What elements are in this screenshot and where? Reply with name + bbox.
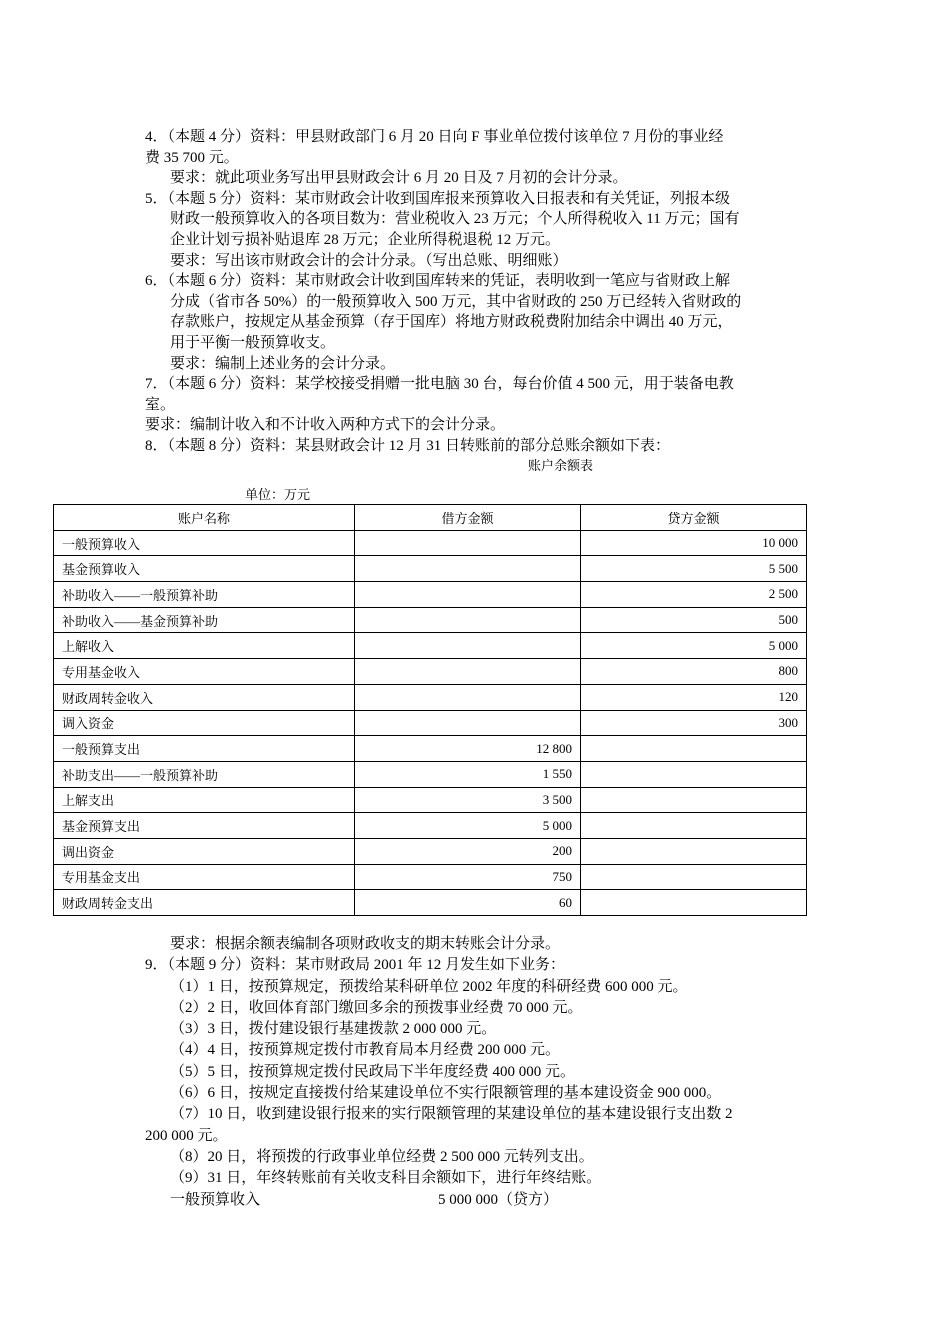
cell-debit (355, 530, 581, 556)
table-row (54, 556, 807, 582)
cell-account: 一般预算支出 (54, 736, 355, 762)
cell-account: 上解支出 (54, 787, 355, 813)
cell-credit (581, 761, 807, 787)
balance-entry (145, 1190, 807, 1211)
text-line: 财政一般预算收入的各项目数为：营业税收入 23 万元；个人所得税收入 11 万元；国有 (170, 211, 740, 228)
text-line: 费 35 700 元。 (145, 149, 239, 166)
cell-debit (355, 582, 581, 608)
cell-account: 补助支出——一般预算补助 (54, 761, 355, 787)
cell-account: 调入资金 (54, 710, 355, 736)
cell-credit (581, 838, 807, 864)
header-account: 账户名称 (54, 505, 355, 531)
text-line: 要求：编制计收入和不计收入两种方式下的会计分录。 (145, 417, 506, 434)
table-row (54, 864, 807, 890)
cell-account: 财政周转金收入 (54, 684, 355, 710)
cell-credit: 300 (581, 710, 807, 736)
header-debit: 借方金额 (355, 505, 581, 531)
cell-credit (581, 787, 807, 813)
text-line: （7）10 日，收到建设银行报来的实行限额管理的某建设单位的基本建设银行支出数 2 (170, 1106, 733, 1123)
text-line: 6．（本题 6 分）资料：某市财政会计收到国库转来的凭证，表明收到一笔应与省财政上解 (145, 273, 731, 290)
cell-credit: 2 500 (581, 582, 807, 608)
cell-debit: 750 (355, 864, 581, 890)
entry-account: 一般预算收入 (170, 1192, 261, 1208)
cell-credit (581, 864, 807, 890)
table-row (54, 684, 807, 710)
cell-debit: 60 (355, 890, 581, 916)
table-row (54, 761, 807, 787)
cell-credit: 120 (581, 684, 807, 710)
table-row (54, 736, 807, 762)
cell-credit: 800 (581, 659, 807, 685)
text-line: 要求：根据余额表编制各项财政收支的期末转账会计分录。 (170, 936, 561, 952)
text-line: （2）2 日，收回体育部门缴回多余的预拨事业经费 70 000 元。 (170, 999, 583, 1016)
cell-account: 上解收入 (54, 633, 355, 659)
cell-account: 财政周转金支出 (54, 890, 355, 916)
text-line: （5）5 日，按预算规定拨付民政局下半年度经费 400 000 元。 (170, 1063, 576, 1080)
text-line: 9．（本题 9 分）资料：某市财政局 2001 年 12 月发生如下业务： (145, 957, 566, 974)
text-line: 8．（本题 8 分）资料：某县财政会计 12 月 31 日转账前的部分总账余额如下表： (145, 437, 671, 454)
text-line: 要求：写出该市财政会计的会计分录。（写出总账、明细账） (170, 252, 568, 269)
cell-credit: 5 000 (581, 633, 807, 659)
table-row (54, 582, 807, 608)
cell-debit: 5 000 (355, 813, 581, 839)
table-title: 账户余额表 (528, 458, 594, 473)
text-line: 室。 (145, 396, 176, 413)
text-line: （1）1 日，按预算规定，预拨给某科研单位 2002 年度的科研经费 600 000 元。 (170, 978, 688, 995)
table-row (54, 633, 807, 659)
cell-debit: 200 (355, 838, 581, 864)
header-credit: 贷方金额 (581, 505, 807, 531)
questions-8-9 (145, 934, 807, 1190)
text-line: 用于平衡一般预算收支。 (170, 334, 336, 351)
cell-debit: 1 550 (355, 761, 581, 787)
text-line: 存款账户，按规定从基金预算（存于国库）将地方财政税费附加结余中调出 40 万元， (170, 314, 733, 331)
text-line: 7．（本题 6 分）资料：某学校接受捐赠一批电脑 30 台，每台价值 4 500 元，用于装备电教 (145, 376, 734, 393)
text-line: （9）31 日，年终转账前有关收支科目余额如下，进行年终结账。 (170, 1170, 602, 1187)
table-row (54, 530, 807, 556)
cell-account: 专用基金支出 (54, 864, 355, 890)
table-row (54, 838, 807, 864)
text-line: 4．（本题 4 分）资料：甲县财政部门 6 月 20 日向 F 事业单位拨付该单位 7 月份的事业经 (145, 129, 724, 145)
text-line: 要求：编制上述业务的会计分录。 (170, 355, 396, 372)
text-line: 要求：就此项业务写出甲县财政会计 6 月 20 日及 7 月初的会计分录。 (170, 170, 628, 187)
cell-credit: 500 (581, 607, 807, 633)
cell-account: 专用基金收入 (54, 659, 355, 685)
cell-account: 一般预算收入 (54, 530, 355, 556)
table-row (54, 607, 807, 633)
cell-account: 基金预算收入 (54, 556, 355, 582)
text-line: （6）6 日，按规定直接拨付给某建设单位不实行限额管理的基本建设资金 900 000。 (170, 1085, 722, 1102)
text-line: （8）20 日，将预拨的行政事业单位经费 2 500 000 元转列支出。 (170, 1148, 594, 1165)
cell-credit: 5 500 (581, 556, 807, 582)
cell-debit (355, 607, 581, 633)
text-line: 5．（本题 5 分）资料：某市财政会计收到国库报来预算收入日报表和有关凭证，列报本级 (145, 190, 731, 207)
cell-account: 调出资金 (54, 838, 355, 864)
table-header-row (54, 505, 807, 531)
cell-debit (355, 684, 581, 710)
table-row (54, 787, 807, 813)
text-line: （3）3 日，拨付建设银行基建拨款 2 000 000 元。 (170, 1021, 497, 1038)
cell-credit (581, 736, 807, 762)
cell-debit: 3 500 (355, 787, 581, 813)
cell-account: 基金预算支出 (54, 813, 355, 839)
cell-debit (355, 710, 581, 736)
cell-debit (355, 659, 581, 685)
table-row (54, 710, 807, 736)
table-row (54, 813, 807, 839)
cell-debit (355, 633, 581, 659)
table-row (54, 659, 807, 685)
table-row (54, 890, 807, 916)
text-line: 200 000 元。 (145, 1127, 228, 1144)
text-line: 分成（省市各 50%）的一般预算收入 500 万元，其中省财政的 250 万已经转入省财政的 (170, 293, 742, 310)
cell-account: 补助收入——基金预算补助 (54, 607, 355, 633)
table-unit: 单位：万元 (245, 487, 311, 502)
cell-account: 补助收入——一般预算补助 (54, 582, 355, 608)
text-line: （4）4 日，按预算规定拨付市教育局本月经费 200 000 元。 (170, 1042, 561, 1059)
cell-debit: 12 800 (355, 736, 581, 762)
account-balance-table (53, 504, 807, 916)
cell-credit (581, 813, 807, 839)
cell-debit (355, 556, 581, 582)
questions-4-to-8 (145, 127, 807, 457)
cell-credit: 10 000 (581, 530, 807, 556)
text-line: 企业计划亏损补贴退库 28 万元；企业所得税退税 12 万元。 (170, 231, 561, 248)
cell-credit (581, 890, 807, 916)
entry-amount: 5 000 000（贷方） (438, 1192, 559, 1208)
